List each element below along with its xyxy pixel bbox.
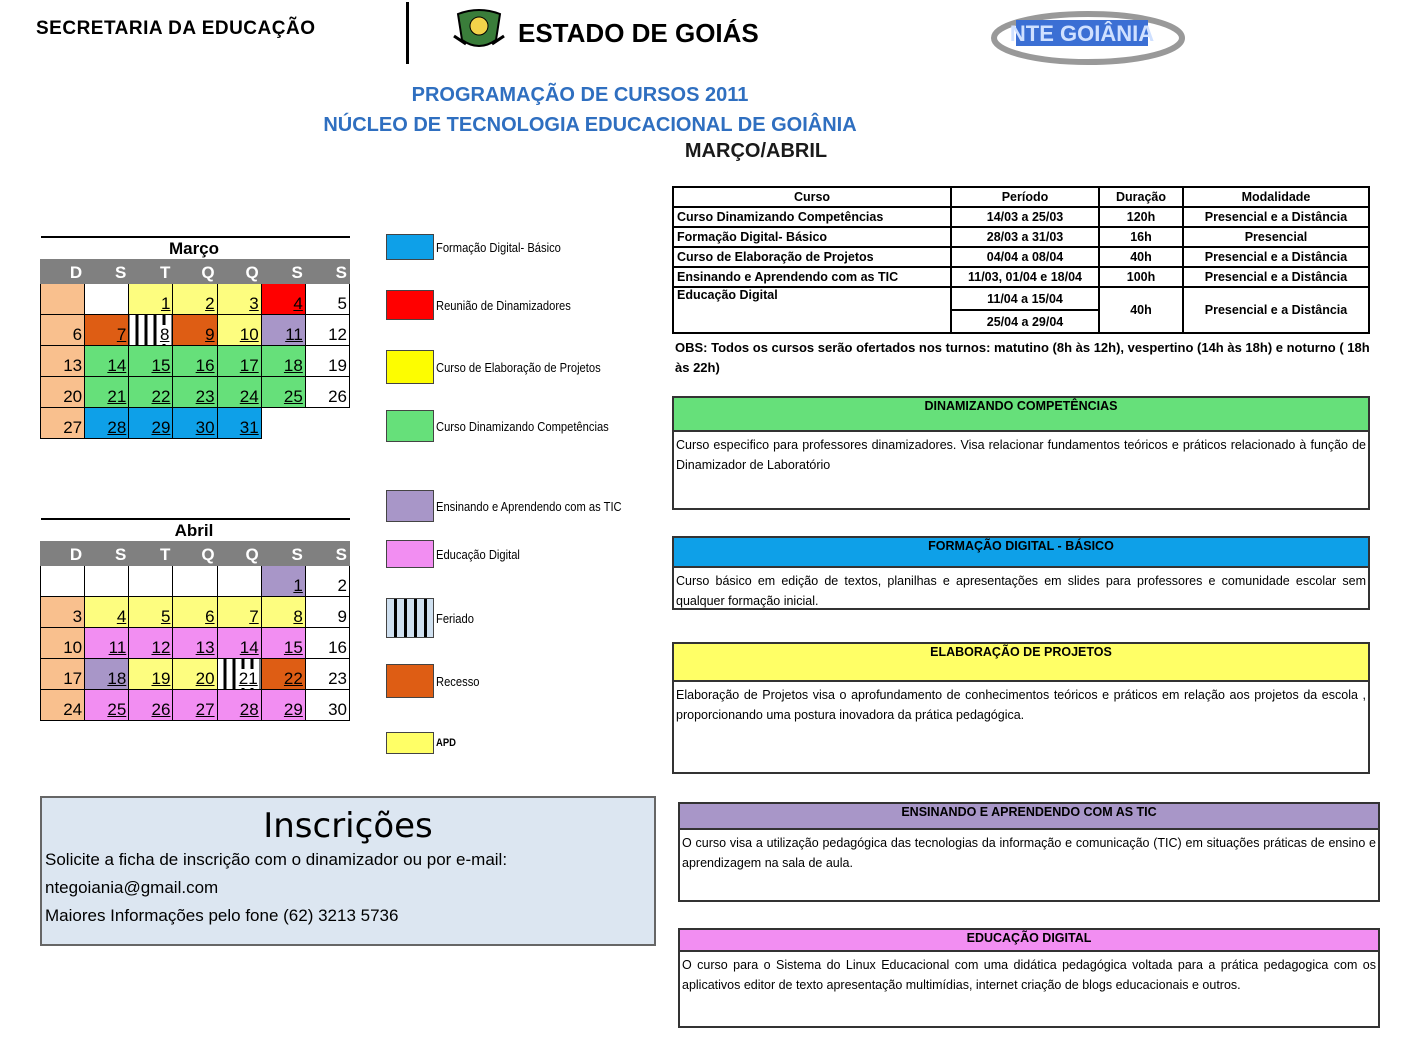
nte-logo-icon: [990, 6, 1186, 66]
table-row: [673, 227, 1369, 247]
course-box: [672, 536, 1370, 610]
calendar-day: 27: [41, 407, 85, 438]
legend-swatch: [386, 490, 434, 522]
cell-duracao: 100h: [1099, 267, 1183, 287]
calendar-day: 28: [217, 689, 261, 720]
legend-label: Reunião de Dinamizadores: [436, 297, 571, 313]
calendar-day: 1: [129, 283, 173, 314]
inscricoes-phone: Maiores Informações pelo fone (62) 3213 5736: [45, 906, 399, 925]
calendar-day: 30: [173, 407, 217, 438]
calendar-day: 2: [173, 283, 217, 314]
legend-swatch: [386, 598, 434, 638]
table-row: [673, 267, 1369, 287]
legend-swatch: [386, 732, 434, 754]
weekday-header: Q: [217, 259, 261, 283]
calendar-day: 19: [129, 658, 173, 689]
calendar-day: [85, 283, 129, 314]
cell-periodo: 14/03 a 25/03: [951, 207, 1099, 227]
table-row: [673, 247, 1369, 267]
cell-curso: Curso de Elaboração de Projetos: [673, 247, 951, 267]
title-programacao: PROGRAMAÇÃO DE CURSOS 2011: [411, 84, 749, 106]
legend-swatch: [386, 290, 434, 320]
inscricoes-box: [40, 796, 656, 946]
inscricoes-email[interactable]: ntegoiania@gmail.com: [45, 878, 219, 897]
header-divider: [406, 2, 409, 64]
calendar-day: 13: [173, 627, 217, 658]
weekday-header: D: [41, 259, 85, 283]
calendar-day: 6: [173, 596, 217, 627]
col-periodo: Período: [951, 187, 1099, 207]
calendar-day: 25: [261, 376, 305, 407]
course-description: O curso para o Sistema do Linux Educacional com uma didática pedagógica voltada para a prática pedagogica com os aplicativos editor de texto apresentação multimídias, internet criação de blogs educacionais e outros.: [682, 958, 1376, 992]
calendar-day: 13: [41, 345, 85, 376]
calendar-day: 12: [305, 314, 349, 345]
calendar-day: [41, 283, 85, 314]
cell-duracao: 40h: [1099, 247, 1183, 267]
inscricoes-line1: Solicite a ficha de inscrição com o dinamizador ou por e-mail:: [45, 850, 508, 869]
weekday-header: Q: [217, 541, 261, 565]
title-nucleo: NÚCLEO DE TECNOLOGIA EDUCACIONAL DE GOIÂNIA: [323, 114, 857, 136]
cell-modalidade: Presencial e a Distância: [1183, 247, 1369, 267]
col-modalidade: Modalidade: [1183, 187, 1369, 207]
calendar-day: 8: [261, 596, 305, 627]
course-box: [678, 928, 1380, 1028]
calendar-day: 26: [305, 376, 349, 407]
cell-periodo: 25/04 a 29/04: [951, 310, 1099, 333]
weekday-header: S: [85, 259, 129, 283]
table-row: [673, 207, 1369, 227]
calendar-day: 5: [129, 596, 173, 627]
cell-periodo: 04/04 a 08/04: [951, 247, 1099, 267]
calendar-day: 29: [129, 407, 173, 438]
state-crest-icon: [452, 6, 506, 52]
calendar-day: 6: [41, 314, 85, 345]
cell-periodo: 11/04 a 15/04: [951, 287, 1099, 310]
legend-item: [386, 540, 534, 568]
calendar-day: 8: [129, 314, 173, 345]
cell-curso: Formação Digital- Básico: [673, 227, 951, 247]
legend-item: [386, 410, 637, 442]
calendar-day: 19: [305, 345, 349, 376]
calendar-day: 5: [305, 283, 349, 314]
calendar-day: 4: [261, 283, 305, 314]
calendar-day: 21: [85, 376, 129, 407]
cell-modalidade: Presencial e a Distância: [1183, 267, 1369, 287]
legend-label: Curso Dinamizando Competências: [436, 418, 609, 434]
calendar-day: 1: [261, 565, 305, 596]
calendar-day: 27: [173, 689, 217, 720]
legend-item: [386, 234, 581, 260]
calendar-day: 21: [217, 658, 261, 689]
table-row: [673, 287, 1369, 310]
cell-duracao: 16h: [1099, 227, 1183, 247]
course-title: DINAMIZANDO COMPETÊNCIAS: [674, 398, 1368, 432]
cell-curso: Ensinando e Aprendendo com as TIC: [673, 267, 951, 287]
course-description: Curso especifico para professores dinamizadores. Visa relacionar fundamentos teóricos e práticos relacionado à função de Dinamizador de Laboratório: [676, 438, 1366, 472]
calendar-day: 24: [217, 376, 261, 407]
calendar-day: 23: [173, 376, 217, 407]
calendar-day: 2: [305, 565, 349, 596]
calendar-day: 17: [41, 658, 85, 689]
calendar-day: 12: [129, 627, 173, 658]
cell-curso: Curso Dinamizando Competências: [673, 207, 951, 227]
weekday-header: S: [85, 541, 129, 565]
legend-swatch: [386, 664, 434, 698]
calendar-day: 14: [85, 345, 129, 376]
calendar-day: [129, 565, 173, 596]
calendar-day: 18: [261, 345, 305, 376]
col-curso: Curso: [673, 187, 951, 207]
legend-label: Educação Digital: [436, 546, 520, 562]
course-box: [672, 642, 1370, 774]
legend-item: [386, 732, 459, 754]
schedule-obs: OBS: Todos os cursos serão ofertados nos turnos: matutino (8h às 12h), vespertino (14h às 18h) e noturno ( 18h às 22h): [675, 340, 1370, 375]
course-description: Elaboração de Projetos visa o aprofundamento de conhecimentos teóricos e práticos em relação aos projetos da escola , proporcionando uma postura inovadora da prática pedagógica.: [676, 688, 1366, 722]
legend-swatch: [386, 234, 434, 260]
legend-label: Feriado: [436, 610, 474, 626]
calendar-day: 20: [173, 658, 217, 689]
legend-item: [386, 598, 480, 638]
weekday-header: Q: [173, 541, 217, 565]
cell-duracao: 40h: [1099, 287, 1183, 333]
cell-modalidade: Presencial: [1183, 227, 1369, 247]
calendar-day: 26: [129, 689, 173, 720]
cell-modalidade: Presencial e a Distância: [1183, 207, 1369, 227]
legend-swatch: [386, 410, 434, 442]
schedule-table: [672, 186, 1370, 334]
calendar-day: 7: [85, 314, 129, 345]
calendar-day: [85, 565, 129, 596]
legend-item: [386, 290, 593, 320]
secretaria-label: SECRETARIA DA EDUCAÇÃO: [36, 18, 316, 39]
calendar-day: [261, 407, 305, 438]
weekday-header: Q: [173, 259, 217, 283]
cell-curso: Educação Digital: [673, 287, 951, 333]
col-duracao: Duração: [1099, 187, 1183, 207]
cell-duracao: 120h: [1099, 207, 1183, 227]
weekday-header: T: [129, 259, 173, 283]
calendar-day: 18: [85, 658, 129, 689]
cell-periodo: 28/03 a 31/03: [951, 227, 1099, 247]
cell-modalidade: Presencial e a Distância: [1183, 287, 1369, 333]
weekday-header: D: [41, 541, 85, 565]
legend-item: [386, 490, 652, 522]
legend-swatch: [386, 540, 434, 568]
legend-item: [386, 350, 628, 384]
calendar-month-title: Março: [41, 237, 350, 259]
calendar-day: 20: [41, 376, 85, 407]
legend-item: [386, 664, 487, 698]
legend-label: APD: [436, 737, 456, 749]
legend-label: Ensinando e Aprendendo com as TIC: [436, 498, 622, 514]
calendar-day: [217, 565, 261, 596]
calendar-day: 3: [41, 596, 85, 627]
calendar-day: 25: [85, 689, 129, 720]
calendar-day: 14: [217, 627, 261, 658]
calendar-day: 4: [85, 596, 129, 627]
course-title: FORMAÇÃO DIGITAL - BÁSICO: [674, 538, 1368, 568]
calendar-day: 17: [217, 345, 261, 376]
cell-periodo: 11/03, 01/04 e 18/04: [951, 267, 1099, 287]
weekday-header: T: [129, 541, 173, 565]
course-title: ENSINANDO E APRENDENDO COM AS TIC: [680, 804, 1378, 830]
calendar-day: 15: [261, 627, 305, 658]
weekday-header: S: [305, 541, 349, 565]
weekday-header: S: [261, 541, 305, 565]
calendar-day: 10: [41, 627, 85, 658]
calendar-day: [173, 565, 217, 596]
calendar-day: 29: [261, 689, 305, 720]
calendar-day: 24: [41, 689, 85, 720]
calendar-day: 7: [217, 596, 261, 627]
inscricoes-title: Inscrições: [263, 806, 433, 846]
course-box: [678, 802, 1380, 902]
course-box: [672, 396, 1370, 510]
legend-swatch: [386, 350, 434, 384]
course-title: ELABORAÇÃO DE PROJETOS: [674, 644, 1368, 682]
calendar-day: 22: [261, 658, 305, 689]
calendar-month-title: Abril: [41, 519, 350, 541]
calendar-day: 9: [305, 596, 349, 627]
calendar-day: 28: [85, 407, 129, 438]
calendar-day: [41, 565, 85, 596]
course-title: EDUCAÇÃO DIGITAL: [680, 930, 1378, 952]
calendar-day: 23: [305, 658, 349, 689]
legend-label: Recesso: [436, 673, 480, 689]
calendar-marco: [40, 236, 350, 439]
legend-label: Formação Digital- Básico: [436, 239, 561, 255]
course-description: Curso básico em edição de textos, planilhas e apresentações em slides para professores e comunidade escolar sem qualquer formação inicial.: [676, 574, 1366, 608]
calendar-day: 16: [173, 345, 217, 376]
calendar-abril: [40, 518, 350, 721]
weekday-header: S: [261, 259, 305, 283]
calendar-day: 22: [129, 376, 173, 407]
calendar-day: 10: [217, 314, 261, 345]
calendar-day: 3: [217, 283, 261, 314]
legend-label: Curso de Elaboração de Projetos: [436, 359, 601, 375]
calendar-day: 9: [173, 314, 217, 345]
logo-text: NTE GOIÂNIA: [1009, 21, 1155, 46]
calendar-day: 30: [305, 689, 349, 720]
calendar-day: [305, 407, 349, 438]
course-description: O curso visa a utilização pedagógica das tecnologias da informação e comunicação (TIC) em situações práticas de ensino e aprendizagem na sala de aula.: [682, 836, 1376, 870]
calendar-day: 15: [129, 345, 173, 376]
title-periodo: MARÇO/ABRIL: [684, 140, 828, 162]
weekday-header: S: [305, 259, 349, 283]
calendar-day: 11: [261, 314, 305, 345]
calendar-day: 11: [85, 627, 129, 658]
calendar-day: 16: [305, 627, 349, 658]
calendar-day: 31: [217, 407, 261, 438]
estado-label: ESTADO DE GOIÁS: [518, 18, 759, 48]
